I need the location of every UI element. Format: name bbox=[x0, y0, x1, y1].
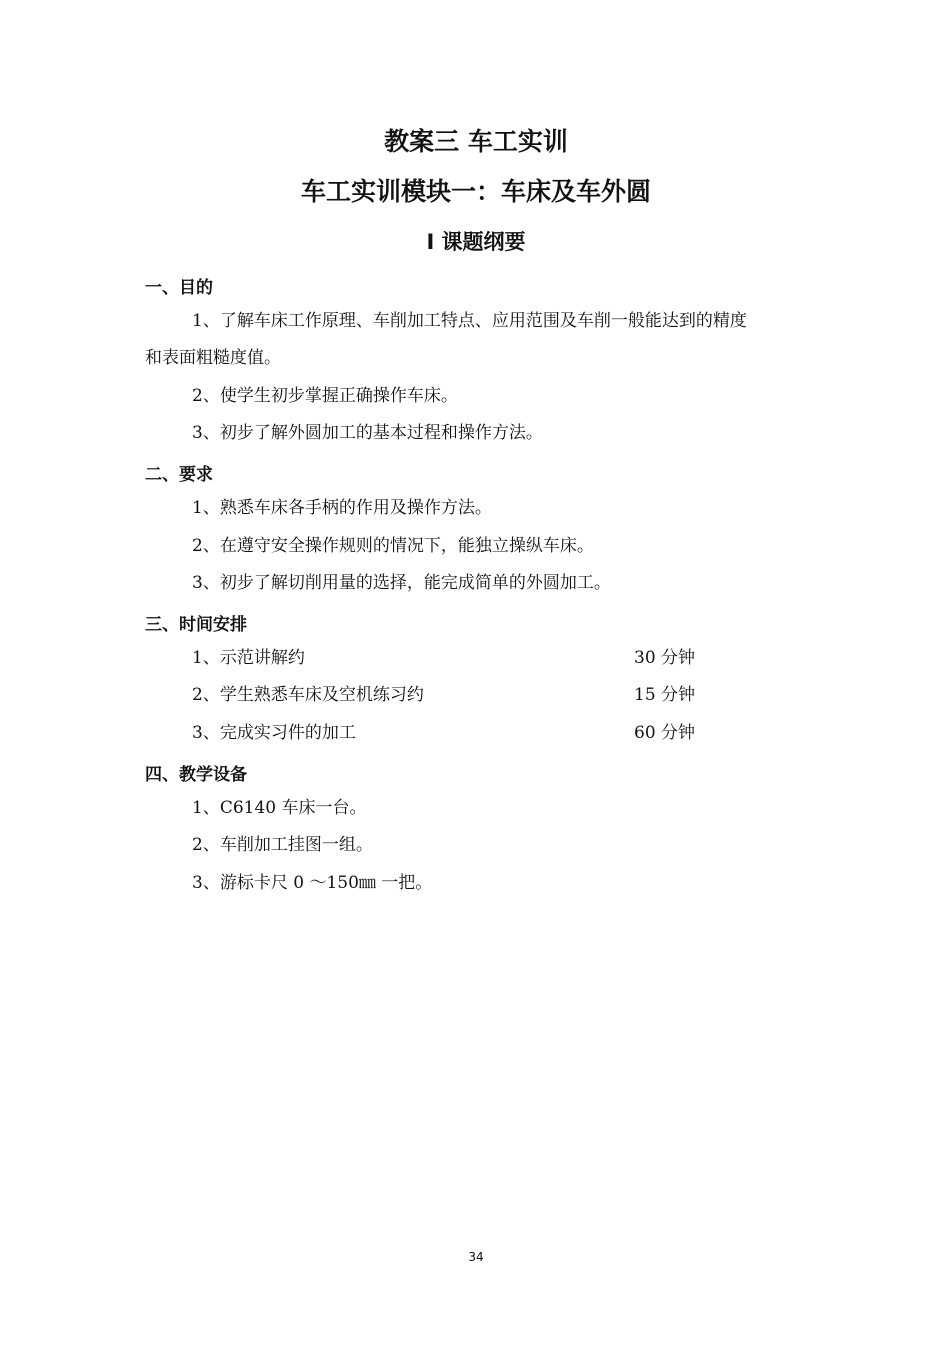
outline-title: Ⅰ 课题纲要 bbox=[426, 230, 526, 254]
schedule-item-label: 3、完成实习件的加工 bbox=[192, 723, 356, 743]
purpose-item-1-line-1: 1、了解车床工作原理、车削加工特点、应用范围及车削一般能达到的精度 bbox=[192, 311, 747, 331]
equipment-item-1: 1、C6140 车床一台。 bbox=[192, 798, 367, 818]
schedule-item-label: 2、学生熟悉车床及空机练习约 bbox=[192, 685, 424, 705]
schedule-item-duration: 30 分钟 bbox=[634, 648, 696, 668]
schedule-heading: 三、时间安排 bbox=[145, 615, 247, 635]
purpose-heading: 一、目的 bbox=[145, 278, 213, 298]
equipment-item-3: 3、游标卡尺 0 ～150㎜ 一把。 bbox=[192, 873, 433, 893]
module-title: 车工实训模块一：车床及车外圆 bbox=[300, 177, 651, 206]
schedule-item-label: 1、示范讲解约 bbox=[192, 648, 305, 668]
lesson-title: 教案三 车工实训 bbox=[384, 127, 568, 156]
purpose-item-1-line-2: 和表面粗糙度值。 bbox=[145, 348, 281, 368]
purpose-item-3: 3、初步了解外圆加工的基本过程和操作方法。 bbox=[192, 423, 543, 443]
equipment-heading: 四、教学设备 bbox=[145, 765, 247, 785]
schedule-item-duration: 15 分钟 bbox=[634, 685, 696, 705]
requirements-item-2: 2、在遵守安全操作规则的情况下，能独立操纵车床。 bbox=[192, 536, 594, 556]
equipment-item-2: 2、车削加工挂图一组。 bbox=[192, 835, 373, 855]
requirements-heading: 二、要求 bbox=[145, 465, 213, 485]
schedule-item-duration: 60 分钟 bbox=[634, 723, 696, 743]
requirements-item-1: 1、熟悉车床各手柄的作用及操作方法。 bbox=[192, 498, 492, 518]
purpose-item-2: 2、使学生初步掌握正确操作车床。 bbox=[192, 386, 458, 406]
requirements-item-3: 3、初步了解切削用量的选择，能完成简单的外圆加工。 bbox=[192, 573, 611, 593]
page-number: 34 bbox=[468, 1250, 484, 1264]
